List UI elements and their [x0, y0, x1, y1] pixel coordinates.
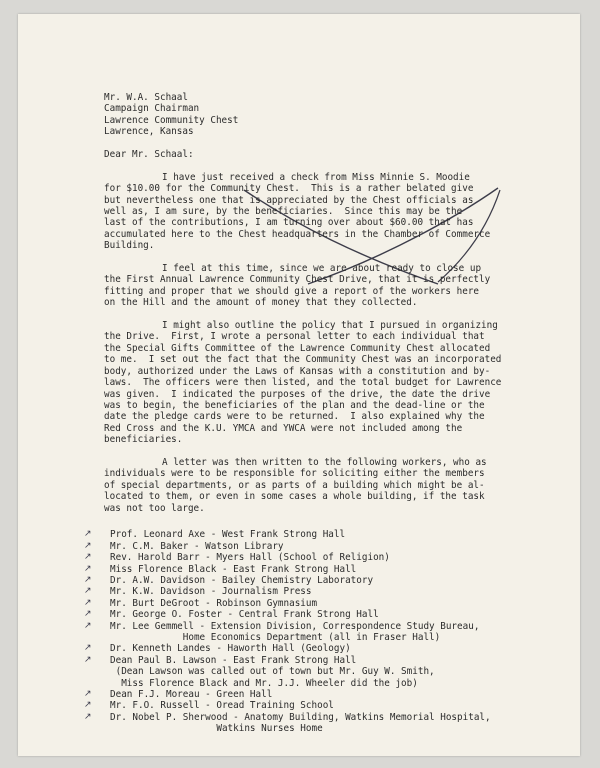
paragraph-line: was to begin, the beneficiaries of the plan and the dead-line or the: [104, 399, 485, 411]
address-line: Mr. W.A. Schaal: [104, 92, 188, 103]
paragraph-line: A letter was then written to the following workers, who as: [162, 456, 487, 468]
worker-line: Miss Florence Black - East Frank Strong Hall: [110, 563, 357, 575]
paragraph: [104, 263, 544, 309]
paragraph-line: to me. I set out the fact that the Community Chest was an incorporated: [104, 354, 502, 366]
pencil-check-mark: ↗: [84, 540, 92, 551]
paragraph-line: for $10.00 for the Community Chest. This is a rather belated give: [104, 183, 474, 195]
pencil-check-mark: ↗: [84, 586, 92, 597]
worker-entry: [84, 597, 544, 609]
pencil-check-mark: ↗: [84, 654, 92, 665]
worker-entry: [84, 700, 544, 712]
worker-line: Mr. K.W. Davidson - Journalism Press: [110, 586, 312, 598]
paragraph-line: Red Cross and the K.U. YMCA and YWCA were not included among the: [104, 422, 463, 434]
pencil-check-mark: ↗: [84, 529, 92, 540]
paragraph-line: well as, I am sure, by the beneficiaries. Since this may be the: [104, 206, 463, 218]
worker-entry: [84, 529, 544, 541]
paragraph-line: Building.: [104, 240, 155, 252]
letter-body: [84, 92, 544, 735]
worker-entry: [84, 643, 544, 655]
worker-entry: [84, 586, 544, 598]
paragraph-line: the Special Gifts Committee of the Lawrence Community Chest allocated: [104, 342, 491, 354]
paragraph-line: I have just received a check from Miss Minnie S. Moodie: [162, 171, 470, 183]
worker-line: Dean F.J. Moreau - Green Hall: [110, 689, 273, 701]
paragraph-line: individuals were to be responsible for soliciting either the members: [104, 468, 485, 480]
worker-line: Dean Paul B. Lawson - East Frank Strong Hall: [110, 654, 357, 666]
worker-line: Watkins Nurses Home: [110, 723, 323, 735]
paragraph-line: fitting and proper that we should give a report of the workers here: [104, 285, 480, 297]
worker-entry: [84, 711, 544, 735]
recipient-address: [104, 92, 544, 138]
worker-entry: [84, 689, 544, 701]
paragraph-line: body, authorized under the Laws of Kansas with a constitution and by-: [104, 365, 491, 377]
worker-list: [84, 525, 544, 735]
worker-line: Mr. F.O. Russell - Oread Training School: [110, 700, 334, 712]
worker-entry: [84, 620, 544, 644]
pencil-check-mark: ↗: [84, 609, 92, 620]
worker-line: Dr. Nobel P. Sherwood - Anatomy Building, Watkins Memorial Hospital,: [110, 711, 491, 723]
worker-entry: [84, 574, 544, 586]
worker-entry: [84, 654, 544, 689]
paragraph-line: accumulated here to the Chest headquarters in the Chamber of Commerce: [104, 228, 491, 240]
paragraph-line: of special departments, or as parts of a building which might be al-: [104, 479, 485, 491]
worker-line: Mr. George O. Foster - Central Frank Strong Hall: [110, 609, 379, 621]
pencil-check-mark: ↗: [84, 643, 92, 654]
paragraph: [104, 172, 544, 252]
paragraph-line: date the pledge cards were to be returned. I also explained why the: [104, 411, 485, 423]
worker-line: Mr. C.M. Baker - Watson Library: [110, 540, 284, 552]
paragraph-line: laws. The officers were then listed, and the total budget for Lawrence: [104, 377, 502, 389]
address-line: Lawrence, Kansas: [104, 126, 194, 138]
worker-entry: [84, 609, 544, 621]
pencil-check-mark: ↗: [84, 563, 92, 574]
paragraph: [104, 320, 544, 445]
address-line: Lawrence Community Chest: [104, 114, 239, 126]
paragraph: [104, 457, 544, 514]
worker-line: Miss Florence Black and Mr. J.J. Wheeler did the job): [110, 677, 418, 689]
pencil-check-mark: ↗: [84, 597, 92, 608]
paragraph-line: the Drive. First, I wrote a personal letter to each individual that: [104, 331, 485, 343]
pencil-check-mark: ↗: [84, 711, 92, 722]
pencil-check-mark: ↗: [84, 552, 92, 563]
pencil-check-mark: ↗: [84, 689, 92, 700]
worker-line: (Dean Lawson was called out of town but Mr. Guy W. Smith,: [110, 666, 435, 678]
worker-line: Home Economics Department (all in Fraser Hall): [110, 632, 441, 643]
worker-line: Prof. Leonard Axe - West Frank Strong Hall: [110, 529, 346, 541]
paragraph-line: was given. I indicated the purposes of the drive, the date the drive: [104, 388, 491, 400]
letter-paragraphs: [104, 172, 544, 526]
salutation: Dear Mr. Schaal:: [104, 149, 194, 161]
worker-line: Dr. Kenneth Landes - Haworth Hall (Geology): [110, 643, 351, 655]
paragraph-line: on the Hill and the amount of money that they collected.: [104, 297, 418, 309]
worker-line: Rev. Harold Barr - Myers Hall (School of Religion): [110, 552, 390, 564]
worker-line: Mr. Lee Gemmell - Extension Division, Correspondence Study Bureau,: [110, 620, 480, 632]
paragraph-line: beneficiaries.: [104, 434, 183, 446]
paragraph-line: the First Annual Lawrence Community Chest Drive, that it is perfectly: [104, 274, 491, 286]
address-line: Campaign Chairman: [104, 103, 200, 115]
paragraph-line: was not too large.: [104, 502, 205, 514]
paragraph-line: last of the contributions, I am turning over about $60.00 that has: [104, 217, 474, 229]
pencil-check-mark: ↗: [84, 620, 92, 631]
worker-entry: [84, 552, 544, 564]
paragraph-line: I might also outline the policy that I pursued in organizing: [162, 320, 498, 332]
worker-line: Mr. Burt DeGroot - Robinson Gymnasium: [110, 597, 318, 609]
worker-entry: [84, 563, 544, 575]
paragraph-line: located to them, or even in some cases a whole building, if the task: [104, 491, 485, 503]
paragraph-line: I feel at this time, since we are about ready to close up: [162, 263, 482, 275]
pencil-check-mark: ↗: [84, 574, 92, 585]
worker-line: Dr. A.W. Davidson - Bailey Chemistry Laboratory: [110, 574, 374, 586]
paragraph-line: but nevertheless one that is appreciated by the Chest officials as: [104, 194, 474, 206]
worker-entry: [84, 540, 544, 552]
pencil-check-mark: ↗: [84, 700, 92, 711]
